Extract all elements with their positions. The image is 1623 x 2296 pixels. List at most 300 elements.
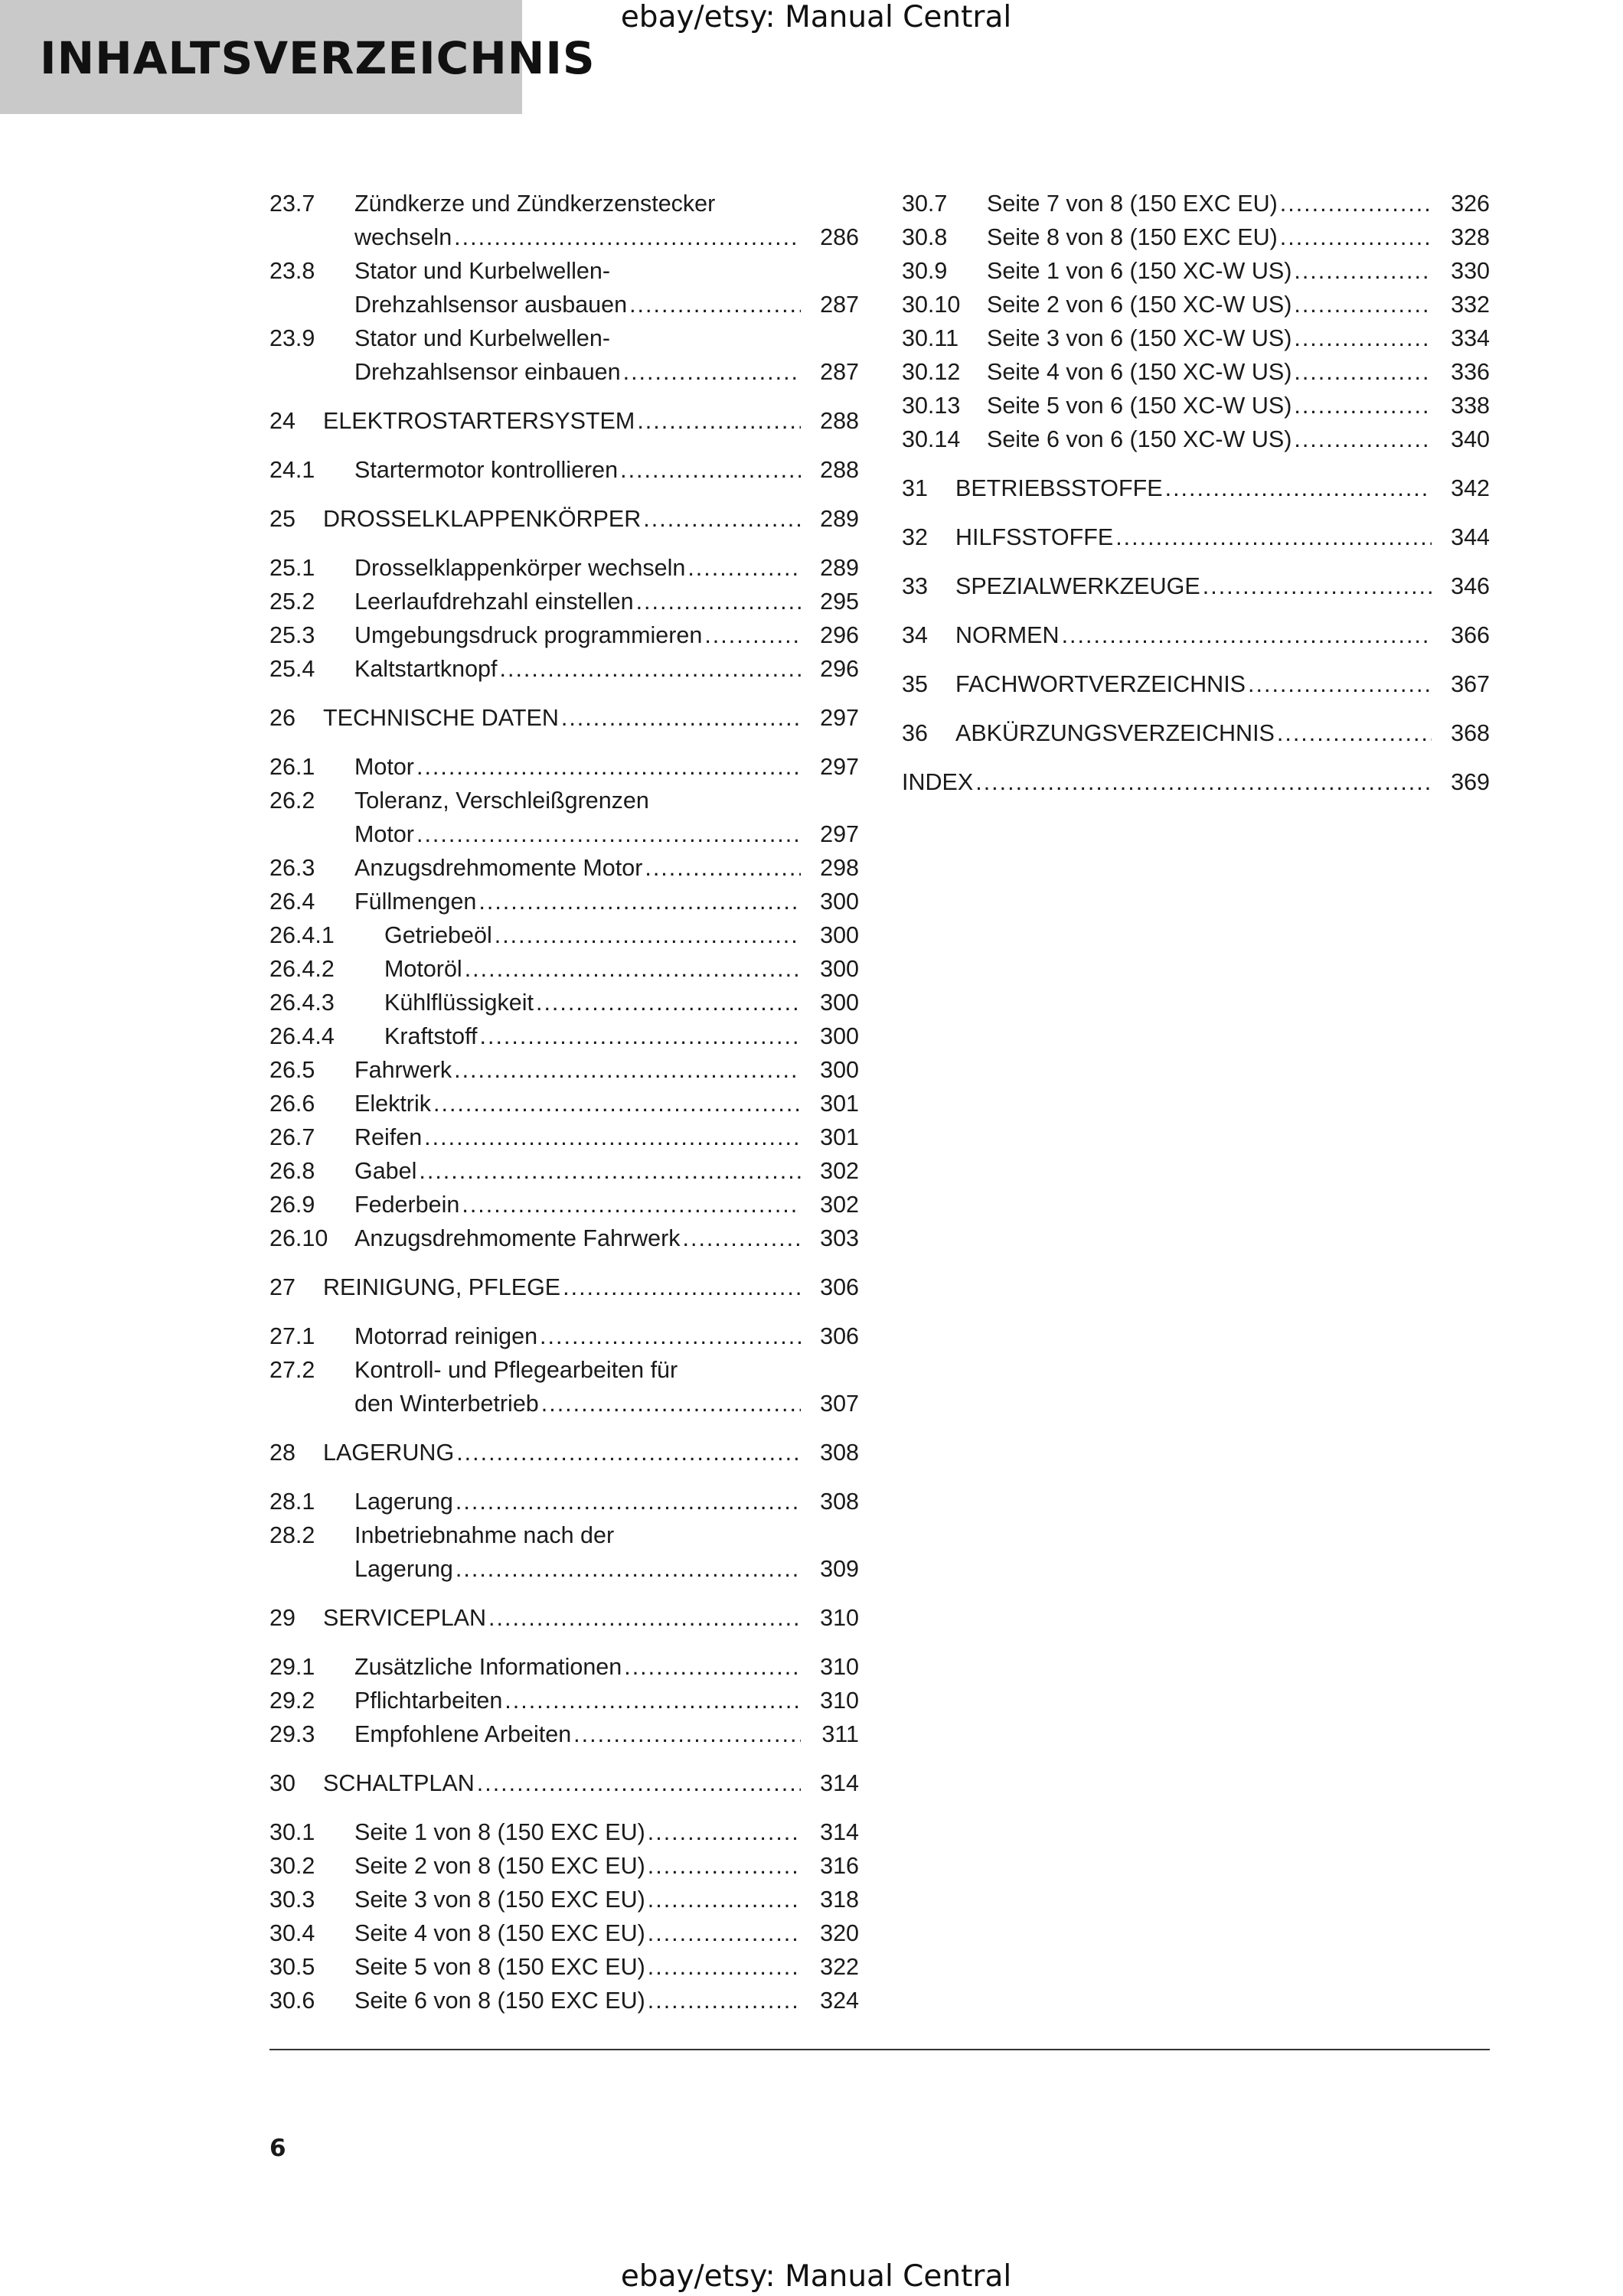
toc-entry[interactable] — [269, 1717, 859, 1751]
toc-entry-number: 31 — [902, 475, 928, 501]
toc-entry-title: ABKÜRZUNGSVERZEICHNIS — [955, 720, 1275, 746]
toc-entry[interactable] — [902, 254, 1490, 288]
toc-entry-number: 26.4 — [269, 889, 315, 915]
dot-leader — [1280, 220, 1432, 254]
toc-entry-text — [354, 652, 801, 686]
page-title: INHALTSVERZEICHNIS — [40, 32, 596, 84]
toc-entry-title: Seite 8 von 8 (150 EXC EU) — [987, 224, 1278, 250]
dot-leader — [648, 1883, 801, 1916]
toc-entry[interactable] — [902, 618, 1490, 652]
toc-entry-title: Gabel — [354, 1158, 417, 1184]
toc-entry-page: 300 — [820, 1057, 859, 1083]
dot-leader — [1294, 254, 1432, 288]
dot-leader — [1294, 288, 1432, 321]
toc-entry-text — [354, 551, 801, 585]
toc-entry[interactable] — [269, 918, 859, 952]
toc-entry-number: 30.1 — [269, 1819, 315, 1845]
toc-entry-page: 288 — [820, 408, 859, 434]
toc-entry-title: BETRIEBSSTOFFE — [955, 475, 1163, 501]
toc-entry-title: Motoröl — [384, 956, 462, 982]
toc-entry-text — [354, 1684, 801, 1717]
toc-entry-number: 30.3 — [269, 1887, 315, 1913]
toc-entry-title: Seite 5 von 8 (150 EXC EU) — [354, 1954, 645, 1980]
toc-entry-text — [354, 1221, 801, 1255]
toc-entry-text — [384, 918, 801, 952]
toc-entry-number: 25.2 — [269, 589, 315, 615]
toc-entry-number: 26.9 — [269, 1192, 315, 1218]
toc-entry-text — [955, 520, 1432, 554]
toc-entry-text — [354, 618, 801, 652]
toc-entry-text — [354, 1319, 801, 1353]
dot-leader — [561, 701, 801, 735]
toc-entry-page: 310 — [820, 1688, 859, 1714]
toc-entry-number: 26 — [269, 705, 296, 731]
toc-entry-text — [354, 187, 801, 254]
toc-entry[interactable] — [269, 1221, 859, 1255]
toc-entry[interactable] — [269, 1815, 859, 1849]
toc-entry[interactable] — [269, 986, 859, 1019]
toc-entry-title: Seite 3 von 6 (150 XC-W US) — [987, 325, 1292, 351]
toc-entry-number: 30.10 — [902, 292, 961, 318]
toc-entry-page: 287 — [820, 292, 859, 318]
dot-leader — [648, 1984, 801, 2017]
toc-entry-title: SPEZIALWERKZEUGE — [955, 573, 1200, 599]
toc-entry[interactable] — [269, 1883, 859, 1916]
toc-entry[interactable] — [269, 1950, 859, 1984]
toc-entry-title: Umgebungsdruck programmieren — [354, 622, 703, 648]
toc-entry[interactable] — [902, 288, 1490, 321]
toc-entry[interactable] — [902, 220, 1490, 254]
toc-entry-text — [354, 1950, 801, 1984]
toc-entry-text — [987, 389, 1432, 422]
toc-entry-number: 26.4.3 — [269, 990, 335, 1016]
toc-entry-text — [354, 1916, 801, 1950]
toc-entry-page: 346 — [1451, 573, 1490, 599]
toc-entry-text — [354, 885, 801, 918]
toc-entry-title: Federbein — [354, 1192, 460, 1218]
dot-leader — [456, 1485, 801, 1518]
toc-entry-page: 316 — [820, 1853, 859, 1879]
toc-entry[interactable] — [902, 520, 1490, 554]
toc-entry-page: 286 — [820, 224, 859, 250]
toc-entry-number: 29.1 — [269, 1654, 315, 1680]
dot-leader — [433, 1087, 801, 1120]
toc-entry[interactable] — [269, 1684, 859, 1717]
toc-entry-text — [354, 1353, 801, 1420]
toc-entry-title: Fahrwerk — [354, 1057, 452, 1083]
toc-entry-number: 27 — [269, 1274, 296, 1300]
dot-leader — [416, 817, 801, 851]
toc-entry-page: 298 — [820, 855, 859, 881]
toc-entry-number: 29.3 — [269, 1721, 315, 1747]
toc-entry-page: 300 — [820, 1023, 859, 1049]
toc-entry-number: 27.1 — [269, 1323, 315, 1349]
dot-leader — [1203, 569, 1432, 603]
toc-entry-text — [354, 851, 801, 885]
dot-leader — [573, 1717, 801, 1751]
toc-entry[interactable] — [269, 1270, 859, 1304]
toc-entry[interactable] — [902, 716, 1490, 750]
toc-entry-number: 32 — [902, 524, 928, 550]
toc-entry-text — [354, 585, 801, 618]
dot-leader — [563, 1270, 801, 1304]
toc-entry-title: Reifen — [354, 1124, 423, 1150]
dot-leader — [648, 1950, 801, 1984]
toc-entry-page: 308 — [820, 1489, 859, 1515]
toc-entry-text — [987, 422, 1432, 456]
toc-entry[interactable] — [269, 750, 859, 784]
dot-leader — [1280, 187, 1432, 220]
dot-leader — [623, 355, 801, 389]
toc-entry-text — [955, 618, 1432, 652]
toc-entry[interactable] — [269, 652, 859, 686]
dot-leader — [454, 1053, 801, 1087]
dot-leader — [648, 1815, 801, 1849]
toc-entry[interactable] — [269, 1154, 859, 1188]
toc-entry[interactable] — [902, 187, 1490, 220]
toc-entry[interactable] — [269, 851, 859, 885]
toc-entry-title: Seite 2 von 6 (150 XC-W US) — [987, 292, 1292, 318]
toc-entry-page: 332 — [1451, 292, 1490, 318]
toc-entry-number: 25 — [269, 506, 296, 532]
toc-entry-title: Getriebeöl — [384, 922, 492, 948]
toc-entry-page: 320 — [820, 1920, 859, 1946]
toc-entry[interactable] — [269, 885, 859, 918]
toc-entry-number: 29.2 — [269, 1688, 315, 1714]
toc-entry-page: 310 — [820, 1654, 859, 1680]
toc-entry-number: 30.6 — [269, 1988, 315, 2014]
toc-entry[interactable] — [269, 1650, 859, 1684]
toc-entry-text — [987, 355, 1432, 389]
toc-entry[interactable] — [269, 784, 859, 851]
toc-entry-title: Kontroll- und Pflegearbeiten für — [354, 1357, 678, 1383]
toc-entry-title: Leerlaufdrehzahl einstellen — [354, 589, 634, 615]
dot-leader — [416, 750, 801, 784]
toc-entry-number: 36 — [902, 720, 928, 746]
toc-entry-page: 302 — [820, 1158, 859, 1184]
toc-entry-page: 310 — [820, 1605, 859, 1631]
toc-entry-number: 34 — [902, 622, 928, 648]
toc-entry[interactable] — [269, 502, 859, 536]
toc-entry-title: HILFSSTOFFE — [955, 524, 1114, 550]
toc-entry-page: 296 — [820, 656, 859, 682]
toc-entry-number: 26.4.2 — [269, 956, 335, 982]
toc-entry-page: 309 — [820, 1556, 859, 1582]
toc-entry-title: Zündkerze und Zündkerzenstecker — [354, 191, 716, 217]
toc-entry-number: 26.4.1 — [269, 922, 335, 948]
toc-entry-text — [354, 1188, 801, 1221]
toc-entry-number: 33 — [902, 573, 928, 599]
watermark-top: ebay/etsy: Manual Central — [620, 0, 1012, 34]
dot-leader — [480, 1019, 802, 1053]
toc-entry-text — [354, 1120, 801, 1154]
toc-entry-title: Füllmengen — [354, 889, 477, 915]
toc-entry-number: 26.3 — [269, 855, 315, 881]
dot-leader — [643, 502, 801, 536]
toc-entry-page: 297 — [820, 705, 859, 731]
toc-entry-text — [354, 784, 801, 851]
toc-entry-number: 30.2 — [269, 1853, 315, 1879]
dot-leader — [624, 1650, 801, 1684]
toc-entry-number: 30.5 — [269, 1954, 315, 1980]
toc-entry-text — [354, 1984, 801, 2017]
toc-entry-page: 300 — [820, 889, 859, 915]
toc-entry-title: Startermotor kontrollieren — [354, 457, 619, 483]
toc-entry-title: Lagerung — [354, 1489, 453, 1515]
toc-entry-title: TECHNISCHE DATEN — [323, 705, 559, 731]
toc-entry-text — [354, 1650, 801, 1684]
toc-entry-number: 28 — [269, 1440, 296, 1466]
dot-leader — [465, 952, 801, 986]
toc-entry[interactable] — [269, 1120, 859, 1154]
toc-entry-number: 30.7 — [902, 191, 948, 217]
toc-entry-text — [354, 1815, 801, 1849]
toc-entry-text — [323, 1270, 801, 1304]
toc-entry-number: 35 — [902, 671, 928, 697]
toc-entry-title: Motorrad reinigen — [354, 1323, 538, 1349]
dot-leader — [1294, 355, 1432, 389]
toc-entry[interactable] — [269, 701, 859, 735]
toc-entry-title: INDEX — [902, 769, 974, 795]
toc-entry[interactable] — [902, 569, 1490, 603]
toc-entry-text — [354, 1717, 801, 1751]
toc-entry-number: 25.1 — [269, 555, 315, 581]
toc-entry-page: 295 — [820, 589, 859, 615]
toc-entry-title: Drehzahlsensor einbauen — [354, 359, 621, 385]
toc-entry-title: wechseln — [354, 224, 452, 250]
toc-entry-number: 24.1 — [269, 457, 315, 483]
toc-entry[interactable] — [269, 1916, 859, 1950]
toc-entry-number: 26.6 — [269, 1091, 315, 1117]
toc-entry-text — [987, 187, 1432, 220]
toc-entry[interactable] — [269, 1601, 859, 1635]
toc-entry[interactable] — [902, 389, 1490, 422]
toc-entry[interactable] — [902, 355, 1490, 389]
toc-entry-title: DROSSELKLAPPENKÖRPER — [323, 506, 642, 532]
toc-column-left — [269, 187, 859, 2017]
toc-entry[interactable] — [269, 1766, 859, 1800]
dot-leader — [975, 765, 1432, 799]
toc-entry-page: 289 — [820, 555, 859, 581]
toc-entry-number: 30.4 — [269, 1920, 315, 1946]
toc-entry-text — [354, 1053, 801, 1087]
toc-entry[interactable] — [269, 1984, 859, 2017]
toc-entry-title: Motor — [354, 821, 414, 847]
dot-leader — [505, 1684, 801, 1717]
toc-entry-number: 26.10 — [269, 1225, 328, 1251]
toc-entry-page: 342 — [1451, 475, 1490, 501]
toc-entry-page: 344 — [1451, 524, 1490, 550]
toc-entry-page: 366 — [1451, 622, 1490, 648]
toc-entry[interactable] — [269, 952, 859, 986]
dot-leader — [500, 652, 802, 686]
toc-entry-page: 314 — [820, 1770, 859, 1796]
toc-entry[interactable] — [902, 321, 1490, 355]
dot-leader — [541, 1387, 801, 1420]
toc-entry-page: 306 — [820, 1323, 859, 1349]
dot-leader — [456, 1552, 801, 1586]
toc-entry-number: 26.1 — [269, 754, 315, 780]
toc-entry[interactable] — [269, 1319, 859, 1353]
toc-entry-page: 369 — [1451, 769, 1490, 795]
dot-leader — [495, 918, 801, 952]
toc-entry-text — [323, 701, 801, 735]
toc-entry[interactable] — [902, 765, 1490, 799]
toc-entry[interactable] — [269, 1849, 859, 1883]
toc-entry[interactable] — [902, 667, 1490, 701]
toc-entry[interactable] — [269, 453, 859, 487]
toc-entry-title: ELEKTROSTARTERSYSTEM — [323, 408, 635, 434]
toc-entry-title: SCHALTPLAN — [323, 1770, 475, 1796]
toc-entry-text — [323, 502, 801, 536]
toc-entry[interactable] — [269, 321, 859, 389]
dot-leader — [1277, 716, 1432, 750]
toc-entry-number: 30.9 — [902, 258, 948, 284]
toc-entry-page: 300 — [820, 922, 859, 948]
dot-leader — [1294, 389, 1432, 422]
dot-leader — [704, 618, 801, 652]
toc-entry[interactable] — [269, 254, 859, 321]
chapter-header-box — [0, 0, 596, 114]
toc-entry-title: Stator und Kurbelwellen- — [354, 325, 610, 351]
toc-entry-page: 300 — [820, 990, 859, 1016]
toc-entry-page: 318 — [820, 1887, 859, 1913]
toc-entry[interactable] — [269, 551, 859, 585]
watermark-bottom: ebay/etsy: Manual Central — [620, 2259, 1012, 2294]
dot-leader — [1115, 520, 1432, 554]
toc-entry-text — [987, 254, 1432, 288]
toc-entry-page: 322 — [820, 1954, 859, 1980]
toc-entry-page: 296 — [820, 622, 859, 648]
dot-leader — [424, 1120, 801, 1154]
toc-entry[interactable] — [269, 1053, 859, 1087]
toc-entry[interactable] — [269, 1019, 859, 1053]
toc-entry-text — [354, 254, 801, 321]
toc-entry-title: Seite 6 von 6 (150 XC-W US) — [987, 426, 1292, 452]
toc-entry-text — [955, 471, 1432, 505]
toc-entry[interactable] — [269, 585, 859, 618]
toc-entry-number: 30.13 — [902, 393, 961, 419]
toc-entry-page: 297 — [820, 754, 859, 780]
toc-entry-page: 336 — [1451, 359, 1490, 385]
dot-leader — [687, 551, 801, 585]
toc-entry-text — [955, 667, 1432, 701]
page-number: 6 — [269, 2135, 286, 2162]
toc-entry-number: 26.5 — [269, 1057, 315, 1083]
toc-entry[interactable] — [902, 471, 1490, 505]
toc-entry-page: 307 — [820, 1391, 859, 1417]
toc-entry[interactable] — [269, 1353, 859, 1420]
toc-entry-title: Toleranz, Verschleißgrenzen — [354, 788, 649, 814]
toc-entry-number: 27.2 — [269, 1357, 315, 1383]
toc-entry-title: Lagerung — [354, 1556, 453, 1582]
toc-entry-page: 301 — [820, 1091, 859, 1117]
toc-entry-page: 287 — [820, 359, 859, 385]
dot-leader — [488, 1601, 801, 1635]
dot-leader — [1294, 422, 1432, 456]
toc-entry-title: Motor — [354, 754, 414, 780]
toc-entry-title: NORMEN — [955, 622, 1060, 648]
toc-entry-title: REINIGUNG, PFLEGE — [323, 1274, 561, 1300]
toc-entry-text — [323, 404, 801, 438]
toc-entry-page: 302 — [820, 1192, 859, 1218]
toc-entry[interactable] — [269, 1436, 859, 1469]
toc-entry-number: 23.8 — [269, 258, 315, 284]
toc-entry-title: SERVICEPLAN — [323, 1605, 487, 1631]
dot-leader — [637, 404, 801, 438]
toc-entry-number: 26.8 — [269, 1158, 315, 1184]
toc-entry-text — [354, 1518, 801, 1586]
toc-entry-number: 23.9 — [269, 325, 315, 351]
toc-entry-number: 29 — [269, 1605, 296, 1631]
dot-leader — [645, 851, 801, 885]
toc-entry[interactable] — [902, 422, 1490, 456]
toc-entry-page: 303 — [820, 1225, 859, 1251]
dot-leader — [1248, 667, 1432, 701]
toc-entry-text — [354, 453, 801, 487]
toc-entry-page: 368 — [1451, 720, 1490, 746]
footer-divider — [269, 2049, 1490, 2050]
toc-entry-page: 301 — [820, 1124, 859, 1150]
toc-entry-page: 340 — [1451, 426, 1490, 452]
toc-entry-title: Seite 6 von 8 (150 EXC EU) — [354, 1988, 645, 2014]
toc-entry-number: 30.14 — [902, 426, 961, 452]
dot-leader — [1062, 618, 1432, 652]
toc-entry-text — [323, 1766, 801, 1800]
toc-entry-page: 308 — [820, 1440, 859, 1466]
toc-entry-number: 25.3 — [269, 622, 315, 648]
toc-entry[interactable] — [269, 404, 859, 438]
toc-entry-text — [987, 220, 1432, 254]
toc-entry-text — [955, 716, 1432, 750]
dot-leader — [648, 1849, 801, 1883]
toc-entry-text — [955, 569, 1432, 603]
toc-entry-page: 288 — [820, 457, 859, 483]
toc-entry-number: 30.8 — [902, 224, 948, 250]
toc-entry-number: 30 — [269, 1770, 296, 1796]
toc-entry-title: Kaltstartknopf — [354, 656, 498, 682]
dot-leader — [477, 1766, 801, 1800]
toc-entry-page: 330 — [1451, 258, 1490, 284]
toc-entry-title: Kühlflüssigkeit — [384, 990, 534, 1016]
toc-entry-page: 328 — [1451, 224, 1490, 250]
toc-entry-title: Seite 4 von 6 (150 XC-W US) — [987, 359, 1292, 385]
toc-entry-title: Zusätzliche Informationen — [354, 1654, 622, 1680]
toc-entry-title: Drehzahlsensor ausbauen — [354, 292, 628, 318]
toc-entry-title: Anzugsdrehmomente Motor — [354, 855, 643, 881]
toc-entry-page: 338 — [1451, 393, 1490, 419]
toc-entry[interactable] — [269, 618, 859, 652]
toc-entry-text — [384, 1019, 801, 1053]
toc-entry-title: Empfohlene Arbeiten — [354, 1721, 572, 1747]
toc-entry-page: 326 — [1451, 191, 1490, 217]
toc-entry-page: 297 — [820, 821, 859, 847]
toc-entry-text — [354, 1087, 801, 1120]
toc-entry-text — [354, 321, 801, 389]
toc-entry[interactable] — [269, 1518, 859, 1586]
toc-entry[interactable] — [269, 187, 859, 254]
toc-entry-page: 311 — [821, 1721, 859, 1747]
toc-entry[interactable] — [269, 1188, 859, 1221]
toc-entry-text — [323, 1601, 801, 1635]
toc-entry[interactable] — [269, 1485, 859, 1518]
toc-entry-title: Inbetriebnahme nach der — [354, 1522, 615, 1548]
toc-entry-number: 30.11 — [902, 325, 959, 351]
toc-entry[interactable] — [269, 1087, 859, 1120]
toc-entry-page: 314 — [820, 1819, 859, 1845]
dot-leader — [620, 453, 801, 487]
toc-entry-title: Anzugsdrehmomente Fahrwerk — [354, 1225, 681, 1251]
